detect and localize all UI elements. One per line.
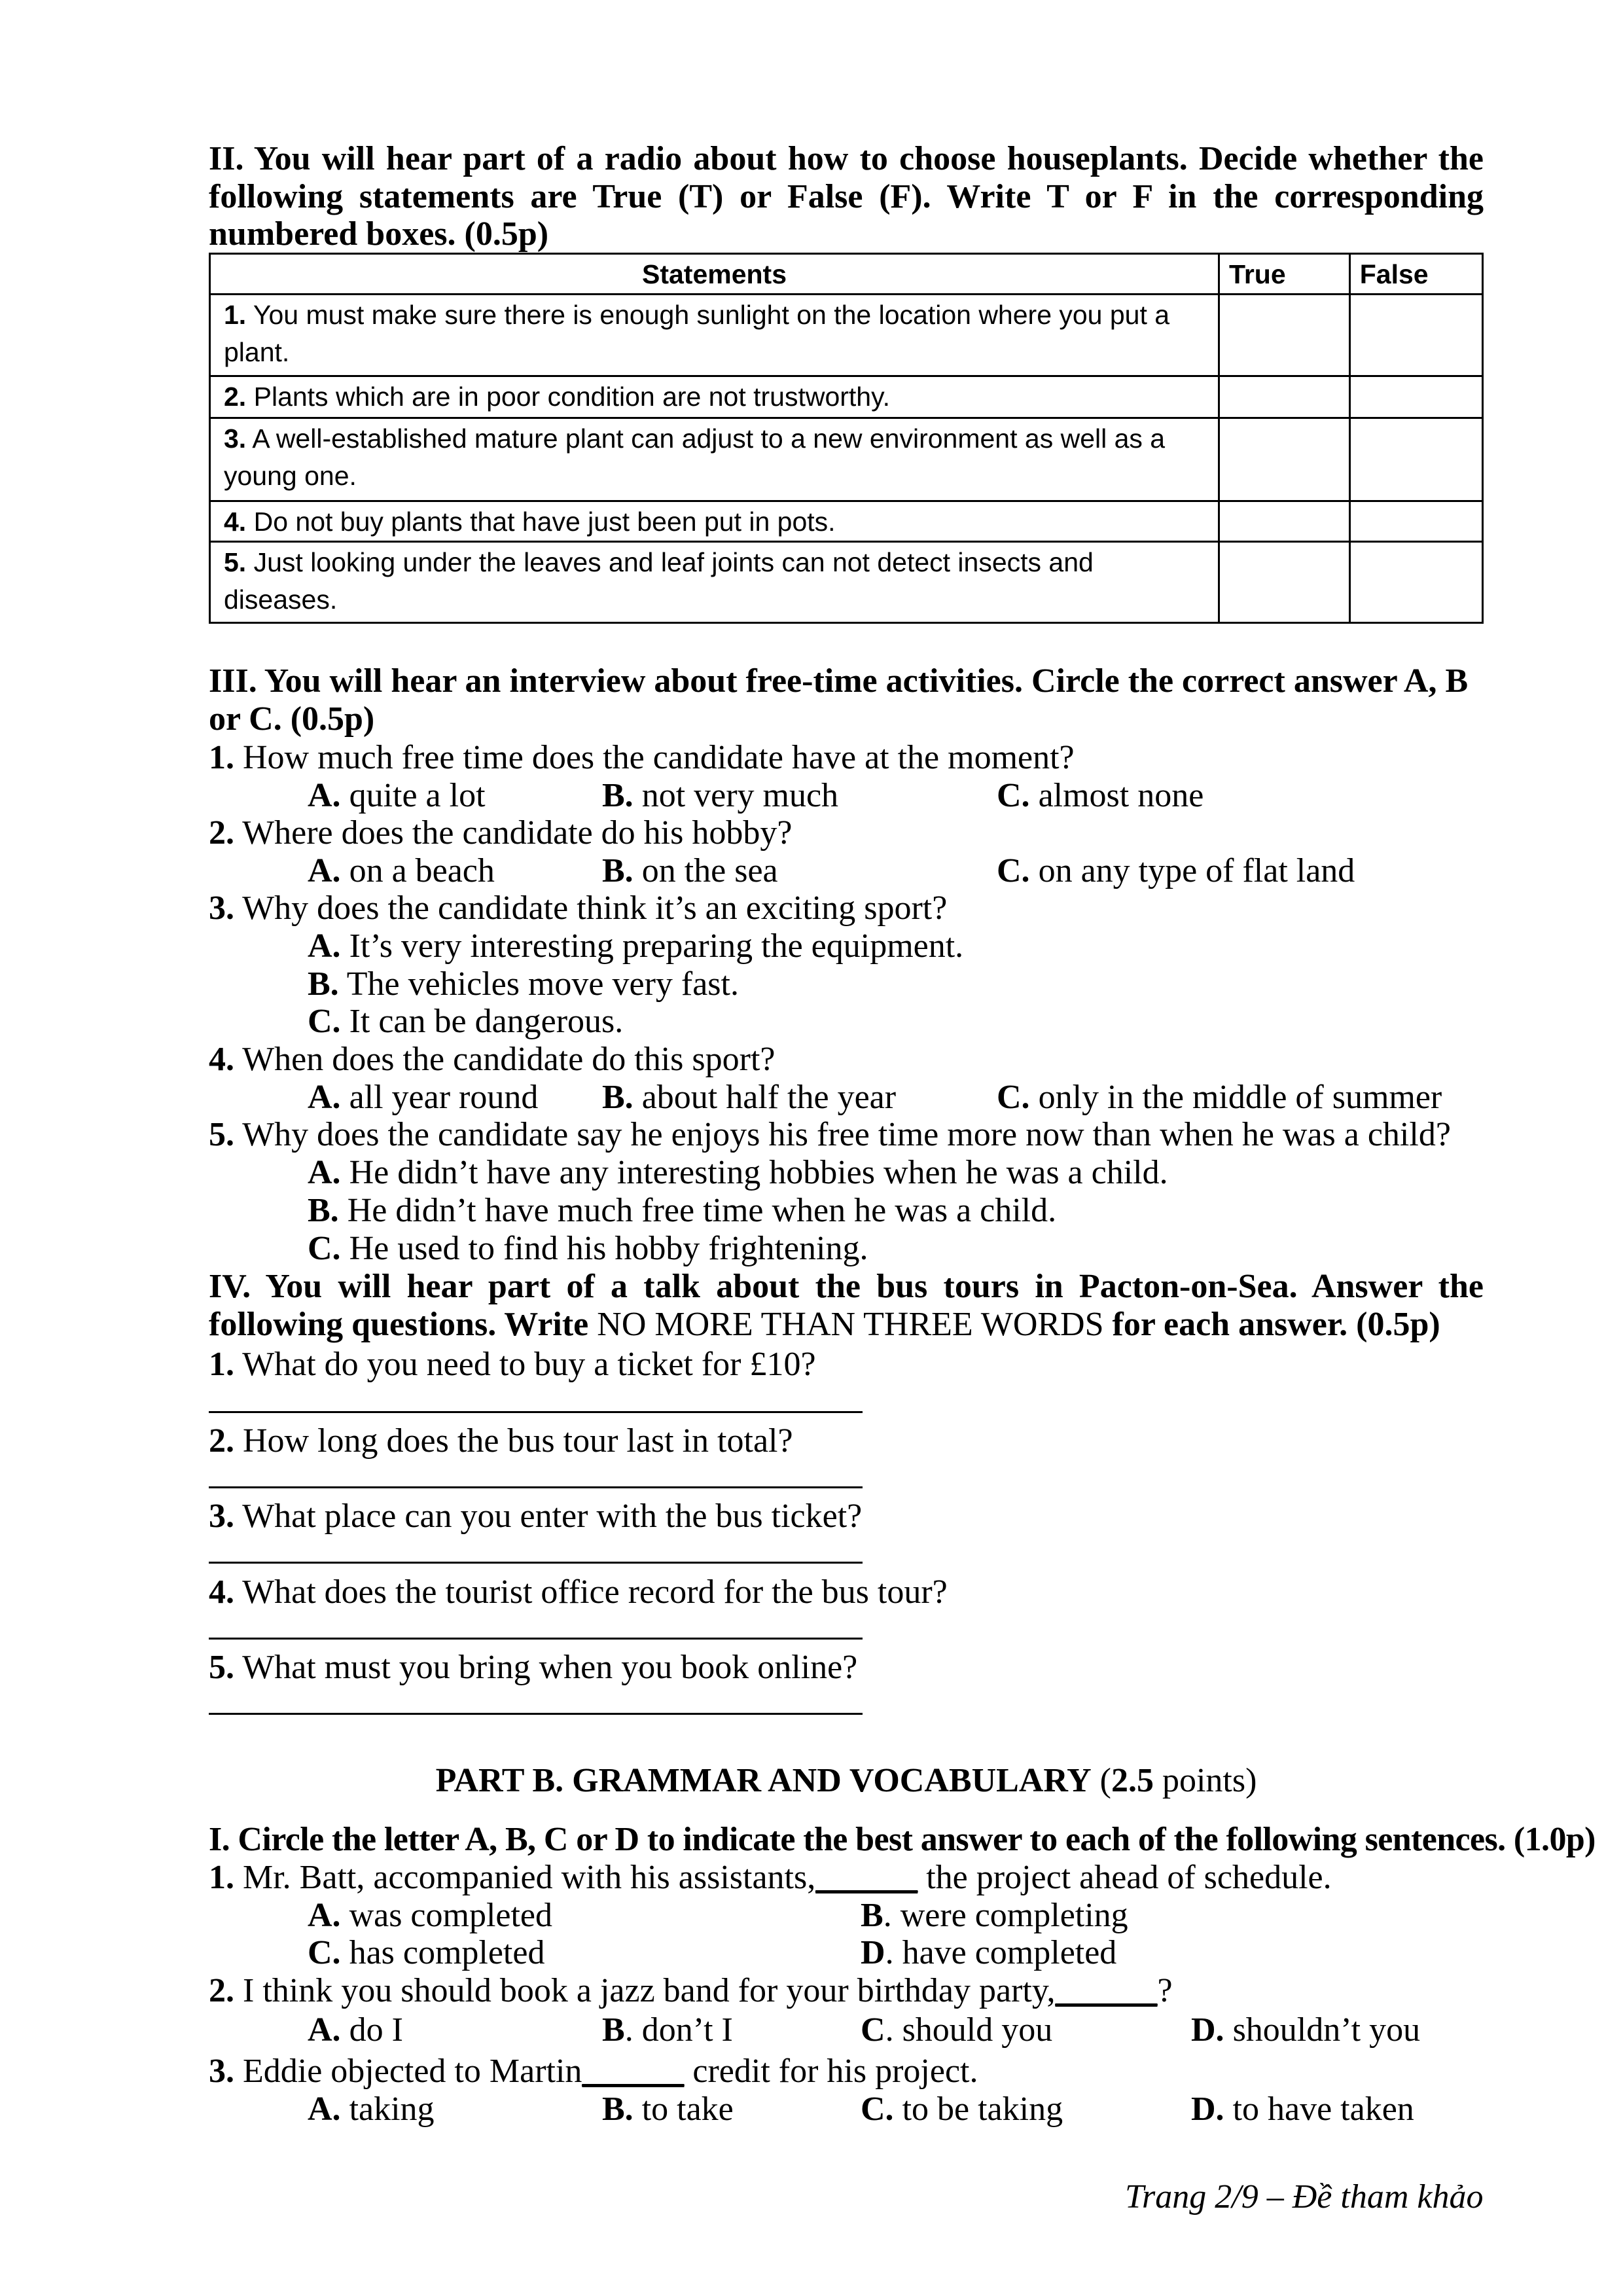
option-letter: B: [602, 2011, 625, 2049]
question-number: 1.: [209, 739, 234, 776]
answer-line-5[interactable]: [209, 1713, 863, 1715]
true-false-table: [209, 253, 1484, 624]
option-a[interactable]: [308, 1897, 552, 1935]
question-number: 2.: [209, 814, 234, 852]
option-letter: C.: [997, 777, 1030, 814]
part-b-section-i-instructions: I. Circle the letter A, B, C or D to indicate the best answer to each of the following sentences. (1.0p): [209, 1821, 1596, 1858]
table-row: [210, 418, 1483, 501]
option-text: all year round: [349, 1079, 539, 1116]
option-b[interactable]: [308, 1192, 1056, 1230]
section-ii-instructions: II. You will hear part of a radio about how to choose houseplants. Decide whether the following statements are True (T) or False (F). Write T or F in the corresponding numbered boxes. (0.5p): [209, 140, 1484, 253]
question-text: What do you need to buy a ticket for £10?: [242, 1346, 816, 1383]
question-number: 5.: [209, 1649, 234, 1686]
option-text: to be taking: [902, 2090, 1063, 2128]
statement-cell: [210, 376, 1219, 418]
question: [209, 1422, 793, 1460]
section-iii-instructions: III. You will hear an interview about free-time activities. Circle the correct answer A, B or C. (0.5p): [209, 662, 1469, 738]
word-limit-emphasis: NO MORE THAN THREE WORDS: [597, 1305, 1104, 1343]
table-row: [210, 376, 1483, 418]
true-answer-box[interactable]: [1219, 501, 1350, 542]
question-number: 1.: [209, 1859, 234, 1896]
option-a[interactable]: [308, 1154, 1168, 1192]
option-letter: C.: [308, 1230, 341, 1267]
answer-line-2[interactable]: [209, 1486, 863, 1488]
option-a[interactable]: [308, 2011, 403, 2049]
option-letter: C.: [861, 2090, 894, 2128]
statement-text: Do not buy plants that have just been put in pots.: [253, 507, 836, 537]
option-b[interactable]: [602, 777, 838, 815]
option-letter: A.: [308, 777, 341, 814]
option-letter: A.: [308, 1079, 341, 1116]
option-text: . don’t I: [624, 2011, 733, 2049]
question: [209, 814, 792, 852]
question-number: 2.: [209, 1422, 234, 1460]
statement-number: 2.: [224, 382, 247, 412]
question: [209, 739, 1075, 777]
option-text: not very much: [641, 777, 839, 814]
question-number: 1.: [209, 1346, 234, 1383]
option-text: about half the year: [641, 1079, 897, 1116]
statement-cell: [210, 418, 1219, 501]
question-text: When does the candidate do this sport?: [242, 1041, 776, 1078]
true-answer-box[interactable]: [1219, 376, 1350, 418]
statement-number: 1.: [224, 300, 247, 330]
option-c[interactable]: [308, 1230, 868, 1268]
false-answer-box[interactable]: [1349, 295, 1482, 376]
statement-cell: [210, 501, 1219, 542]
statement-cell: [210, 542, 1219, 623]
option-text: The vehicles move very fast.: [346, 965, 739, 1003]
option-d[interactable]: [861, 1934, 1116, 1972]
option-text: was completed: [349, 1897, 553, 1934]
part-b-heading: [209, 1762, 1484, 1800]
answer-blank[interactable]: ______: [582, 2053, 685, 2090]
instructions-text: IV. You will hear part of a talk about the bus tours in Pacton-on-Sea. Answer the following questions. Write: [209, 1268, 1484, 1343]
option-b[interactable]: [602, 852, 778, 890]
question-number: 2.: [209, 1972, 234, 2009]
header-true: True: [1219, 254, 1350, 295]
question: [209, 2053, 978, 2090]
option-text: on any type of flat land: [1038, 852, 1355, 889]
option-a[interactable]: [308, 927, 963, 965]
statement-text: Just looking under the leaves and leaf joints can not detect insects and diseases.: [224, 547, 1094, 615]
option-letter: B.: [308, 1192, 339, 1229]
question: [209, 889, 947, 927]
option-text: He didn’t have any interesting hobbies when he was a child.: [349, 1154, 1168, 1191]
answer-line-4[interactable]: [209, 1638, 863, 1640]
option-text: has completed: [349, 1934, 545, 1971]
table-row: [210, 542, 1483, 623]
question: [209, 1972, 1173, 2010]
section-iv-instructions: [209, 1268, 1484, 1343]
heading-paren: (: [1091, 1762, 1111, 1799]
option-a[interactable]: [308, 2090, 435, 2128]
question-number: 3.: [209, 2053, 234, 2090]
option-text: only in the middle of summer: [1038, 1079, 1442, 1116]
false-answer-box[interactable]: [1349, 501, 1482, 542]
question-text: Where does the candidate do his hobby?: [242, 814, 793, 852]
option-text: He used to find his hobby frightening.: [349, 1230, 868, 1267]
question-text: ?: [1157, 1972, 1173, 2009]
option-letter: B.: [308, 965, 339, 1003]
question-number: 4.: [209, 1041, 234, 1078]
page-footer: Trang 2/9 – Đề tham khảo: [1125, 2178, 1484, 2215]
question-text: What must you bring when you book online?: [242, 1649, 858, 1686]
statement-text: Plants which are in poor condition are not trustworthy.: [253, 382, 890, 412]
question-text: Why does the candidate think it’s an exciting sport?: [242, 889, 948, 927]
question-text: Why does the candidate say he enjoys his free time more now than when he was a child?: [242, 1116, 1451, 1153]
option-c[interactable]: [997, 777, 1204, 815]
option-letter: D: [861, 1934, 885, 1971]
option-letter: A.: [308, 1154, 341, 1191]
heading-text: PART B. GRAMMAR AND VOCABULARY: [435, 1762, 1092, 1799]
question-text: What does the tourist office record for the bus tour?: [242, 1573, 948, 1611]
question-text: Eddie objected to Martin: [243, 2053, 582, 2090]
option-letter: A.: [308, 2011, 341, 2049]
heading-paren: points): [1153, 1762, 1257, 1799]
option-text: . should you: [885, 2011, 1053, 2049]
option-letter: C.: [308, 1934, 341, 1971]
option-a[interactable]: [308, 852, 495, 890]
table-row: [210, 501, 1483, 542]
option-letter: B.: [602, 852, 633, 889]
option-letter: B.: [602, 777, 633, 814]
option-b[interactable]: [602, 2090, 734, 2128]
option-a[interactable]: [308, 777, 486, 815]
question-text: credit for his project.: [684, 2053, 978, 2090]
option-text: to take: [641, 2090, 734, 2128]
option-text: taking: [349, 2090, 435, 2128]
option-b[interactable]: [602, 2011, 733, 2049]
option-c[interactable]: [861, 2011, 1052, 2049]
option-text: on a beach: [349, 852, 495, 889]
option-text: shouldn’t you: [1232, 2011, 1421, 2049]
option-letter: A.: [308, 852, 341, 889]
question-number: 5.: [209, 1116, 234, 1153]
option-text: almost none: [1038, 777, 1204, 814]
option-text: It’s very interesting preparing the equipment.: [349, 927, 964, 965]
statement-number: 3.: [224, 423, 247, 454]
option-letter: C.: [997, 1079, 1030, 1116]
option-c[interactable]: [997, 1079, 1442, 1117]
question: [209, 1498, 862, 1535]
answer-line-3[interactable]: [209, 1562, 863, 1564]
question-number: 4.: [209, 1573, 234, 1611]
option-c[interactable]: [997, 852, 1355, 890]
option-d[interactable]: [1191, 2011, 1420, 2049]
question-text: How long does the bus tour last in total?: [243, 1422, 793, 1460]
question-number: 3.: [209, 1498, 234, 1535]
option-letter: A.: [308, 927, 341, 965]
answer-line-1[interactable]: [209, 1411, 863, 1413]
question: [209, 1041, 776, 1079]
option-text: He didn’t have much free time when he was a child.: [347, 1192, 1057, 1229]
option-a[interactable]: [308, 1079, 538, 1117]
true-answer-box[interactable]: [1219, 542, 1350, 623]
option-letter: C.: [308, 1003, 341, 1040]
question-number: 3.: [209, 889, 234, 927]
option-letter: A.: [308, 2090, 341, 2128]
question: [209, 1859, 1332, 1897]
option-text: quite a lot: [349, 777, 486, 814]
option-letter: A.: [308, 1897, 341, 1934]
option-text: do I: [349, 2011, 403, 2049]
question-text: I think you should book a jazz band for your birthday party,: [243, 1972, 1056, 2009]
question-text: Mr. Batt, accompanied with his assistants,: [243, 1859, 816, 1896]
option-letter: D.: [1191, 2090, 1224, 2128]
heading-points: 2.5: [1111, 1762, 1154, 1799]
option-letter: C.: [997, 852, 1030, 889]
option-c[interactable]: [308, 1934, 544, 1972]
option-b[interactable]: [308, 965, 739, 1003]
header-statements: Statements: [210, 254, 1219, 295]
question: [209, 1649, 857, 1687]
option-text: on the sea: [641, 852, 778, 889]
false-answer-box[interactable]: [1349, 418, 1482, 501]
true-answer-box[interactable]: [1219, 295, 1350, 376]
statement-text: You must make sure there is enough sunlight on the location where you put a plant.: [224, 300, 1170, 367]
option-text: . were completing: [883, 1897, 1128, 1934]
table-header-row: [210, 254, 1483, 295]
option-b[interactable]: [602, 1079, 896, 1117]
question: [209, 1346, 816, 1384]
option-letter: B: [861, 1897, 883, 1934]
option-c[interactable]: [861, 2090, 1063, 2128]
question: [209, 1573, 948, 1611]
answer-blank[interactable]: ______: [815, 1859, 918, 1896]
instructions-text: for each answer. (0.5p): [1103, 1305, 1440, 1343]
option-text: It can be dangerous.: [349, 1003, 624, 1040]
statement-number: 5.: [224, 547, 247, 577]
option-letter: B.: [602, 2090, 633, 2128]
option-c[interactable]: [308, 1003, 623, 1041]
option-text: . have completed: [885, 1934, 1117, 1971]
option-letter: B.: [602, 1079, 633, 1116]
question: [209, 1116, 1451, 1154]
question-text: the project ahead of schedule.: [918, 1859, 1332, 1896]
false-answer-box[interactable]: [1349, 376, 1482, 418]
question-text: How much free time does the candidate have at the moment?: [243, 739, 1075, 776]
false-answer-box[interactable]: [1349, 542, 1482, 623]
statement-text: A well-established mature plant can adjust to a new environment as well as a young one.: [224, 423, 1166, 491]
option-letter: D.: [1191, 2011, 1224, 2049]
option-b[interactable]: [861, 1897, 1128, 1935]
header-false: False: [1349, 254, 1482, 295]
statement-cell: [210, 295, 1219, 376]
true-answer-box[interactable]: [1219, 418, 1350, 501]
table-row: [210, 295, 1483, 376]
question-text: What place can you enter with the bus ticket?: [242, 1498, 863, 1535]
option-letter: C: [861, 2011, 885, 2049]
answer-blank[interactable]: ______: [1055, 1972, 1158, 2009]
statement-number: 4.: [224, 507, 247, 537]
option-d[interactable]: [1191, 2090, 1414, 2128]
option-text: to have taken: [1232, 2090, 1414, 2128]
